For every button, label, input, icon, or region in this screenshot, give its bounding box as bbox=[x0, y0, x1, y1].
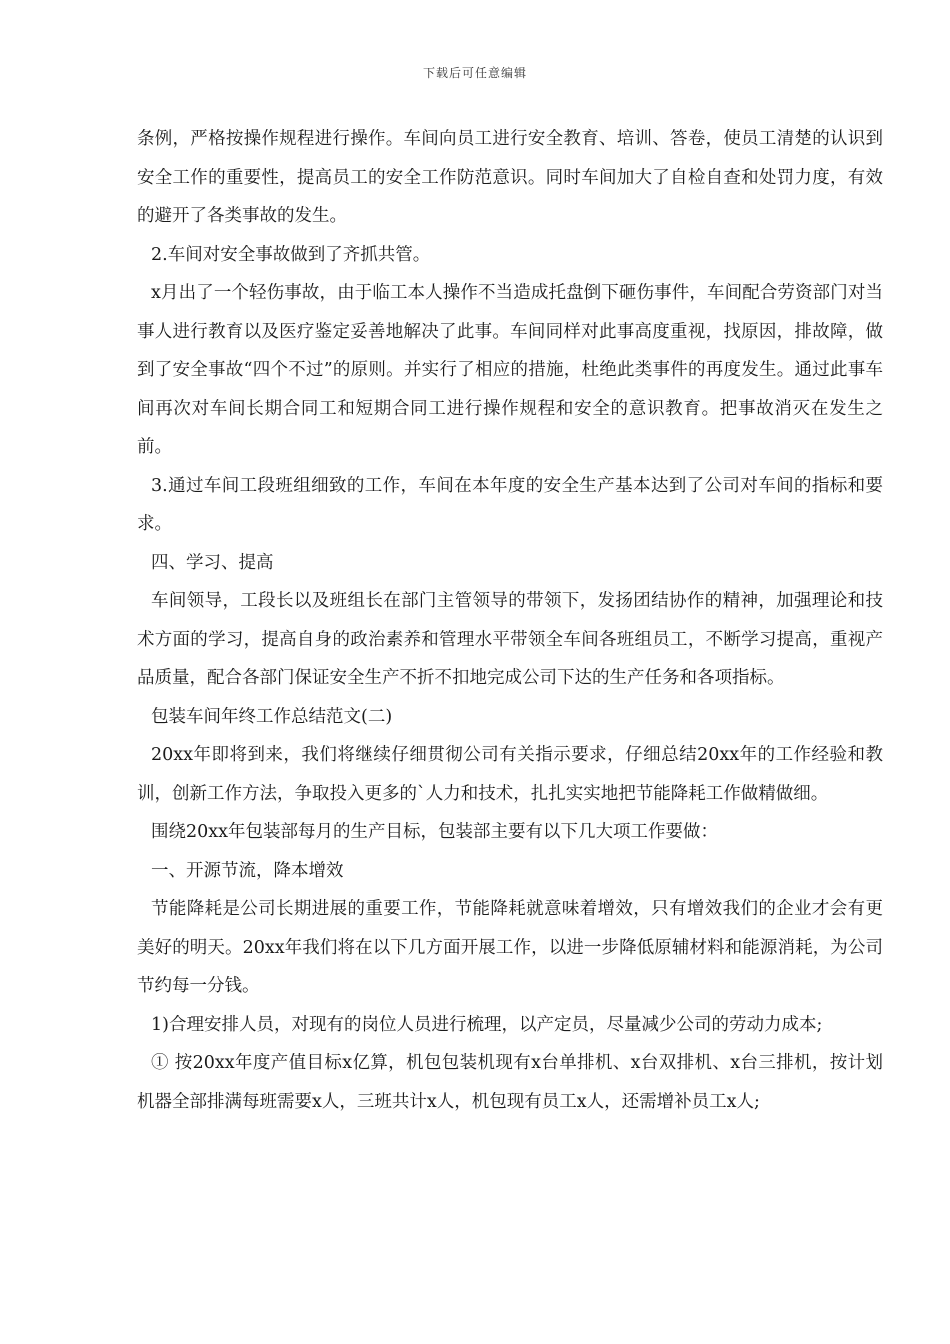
paragraph: 围绕20xx年包装部每月的生产目标，包装部主要有以下几大项工作要做： bbox=[151, 822, 719, 842]
paragraph: 20xx年即将到来，我们将继续仔细贯彻公司有关指示要求，仔细总结20xx年的工作经验和教训，创新工作方法，争取投入更多的`人力和技术，扎扎实实地把节能降耗工作做精做细。 bbox=[137, 745, 883, 804]
list-item: ① 按20xx年度产值目标x亿算，机包包装机现有x台单排机、x台双排机、x台三排机，按计划机器全部排满每班需要x人，三班共计x人，机包现有员工x人，还需增补员工x人; bbox=[137, 1053, 883, 1112]
paragraph: 车间领导，工段长以及班组长在部门主管领导的带领下，发扬团结协作的精神，加强理论和技术方面的学习，提高自身的政治素养和管理水平带领全车间各班组员工，不断学习提高，重视产品质量，配合各部门保证安全生产不折不扣地完成公司下达的生产任务和各项指标。 bbox=[137, 591, 883, 688]
document-body bbox=[137, 120, 883, 1121]
document-title: 包装车间年终工作总结范文(二) bbox=[151, 706, 393, 727]
section-heading: 一、开源节流，降本增效 bbox=[151, 860, 344, 881]
page-header: 下载后可任意编辑 bbox=[422, 66, 527, 80]
paragraph: 3.通过车间工段班组细致的工作，车间在本年度的安全生产基本达到了公司对车间的指标和要求。 bbox=[137, 475, 883, 534]
paragraph: x月出了一个轻伤事故，由于临工本人操作不当造成托盘倒下砸伤事件，车间配合劳资部门对当事人进行教育以及医疗鉴定妥善地解决了此事。车间同样对此事高度重视，找原因，排故障，做到了安全事故“四个不过”的原则。并实行了相应的措施，杜绝此类事件的再度发生。通过此事车间再次对车间长期合同工和短期合同工进行操作规程和安全的意识教育。把事故消灭在发生之前。 bbox=[137, 283, 883, 457]
section-heading: 四、学习、提高 bbox=[151, 552, 274, 573]
list-item: 1)合理安排人员，对现有的岗位人员进行梳理，以产定员，尽量减少公司的劳动力成本; bbox=[151, 1014, 823, 1035]
paragraph: 节能降耗是公司长期进展的重要工作，节能降耗就意味着增效，只有增效我们的企业才会有更美好的明天。20xx年我们将在以下几方面开展工作，以进一步降低原辅材料和能源消耗，为公司节约每一分钱。 bbox=[137, 899, 883, 996]
paragraph: 2.车间对安全事故做到了齐抓共管。 bbox=[151, 244, 431, 265]
paragraph: 条例，严格按操作规程进行操作。车间向员工进行安全教育、培训、答卷，使员工清楚的认识到安全工作的重要性，提高员工的安全工作防范意识。同时车间加大了自检自查和处罚力度，有效的避开了各类事故的发生。 bbox=[137, 129, 883, 226]
